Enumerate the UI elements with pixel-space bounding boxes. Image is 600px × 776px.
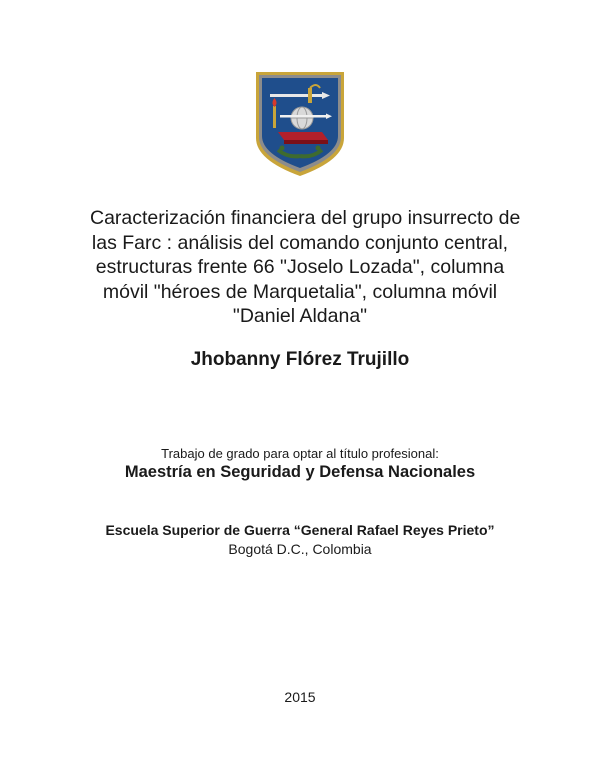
degree-name: Maestría en Seguridad y Defensa Nacionales [124,463,476,481]
degree-intro: Trabajo de grado para optar al título profesional: [161,446,439,461]
author-name: Jhobanny Flórez Trujillo [190,349,410,370]
title-line: estructuras frente 66 "Joselo Lozada", columna [95,256,505,278]
publication-year: 2015 [284,689,316,705]
title-line: Caracterización financiera del grupo insurrecto de [90,207,521,229]
institution-name: Escuela Superior de Guerra “General Rafael Reyes Prieto” [105,522,495,538]
title-line: móvil "héroes de Marquetalia", columna móvil [102,280,498,303]
title-line: las Farc : análisis del comando conjunto central, [91,231,509,254]
title-line: "Daniel Aldana" [232,305,368,327]
institution-city: Bogotá D.C., Colombia [228,541,372,557]
institution-crest-icon [252,68,348,178]
thesis-title [0,206,600,329]
